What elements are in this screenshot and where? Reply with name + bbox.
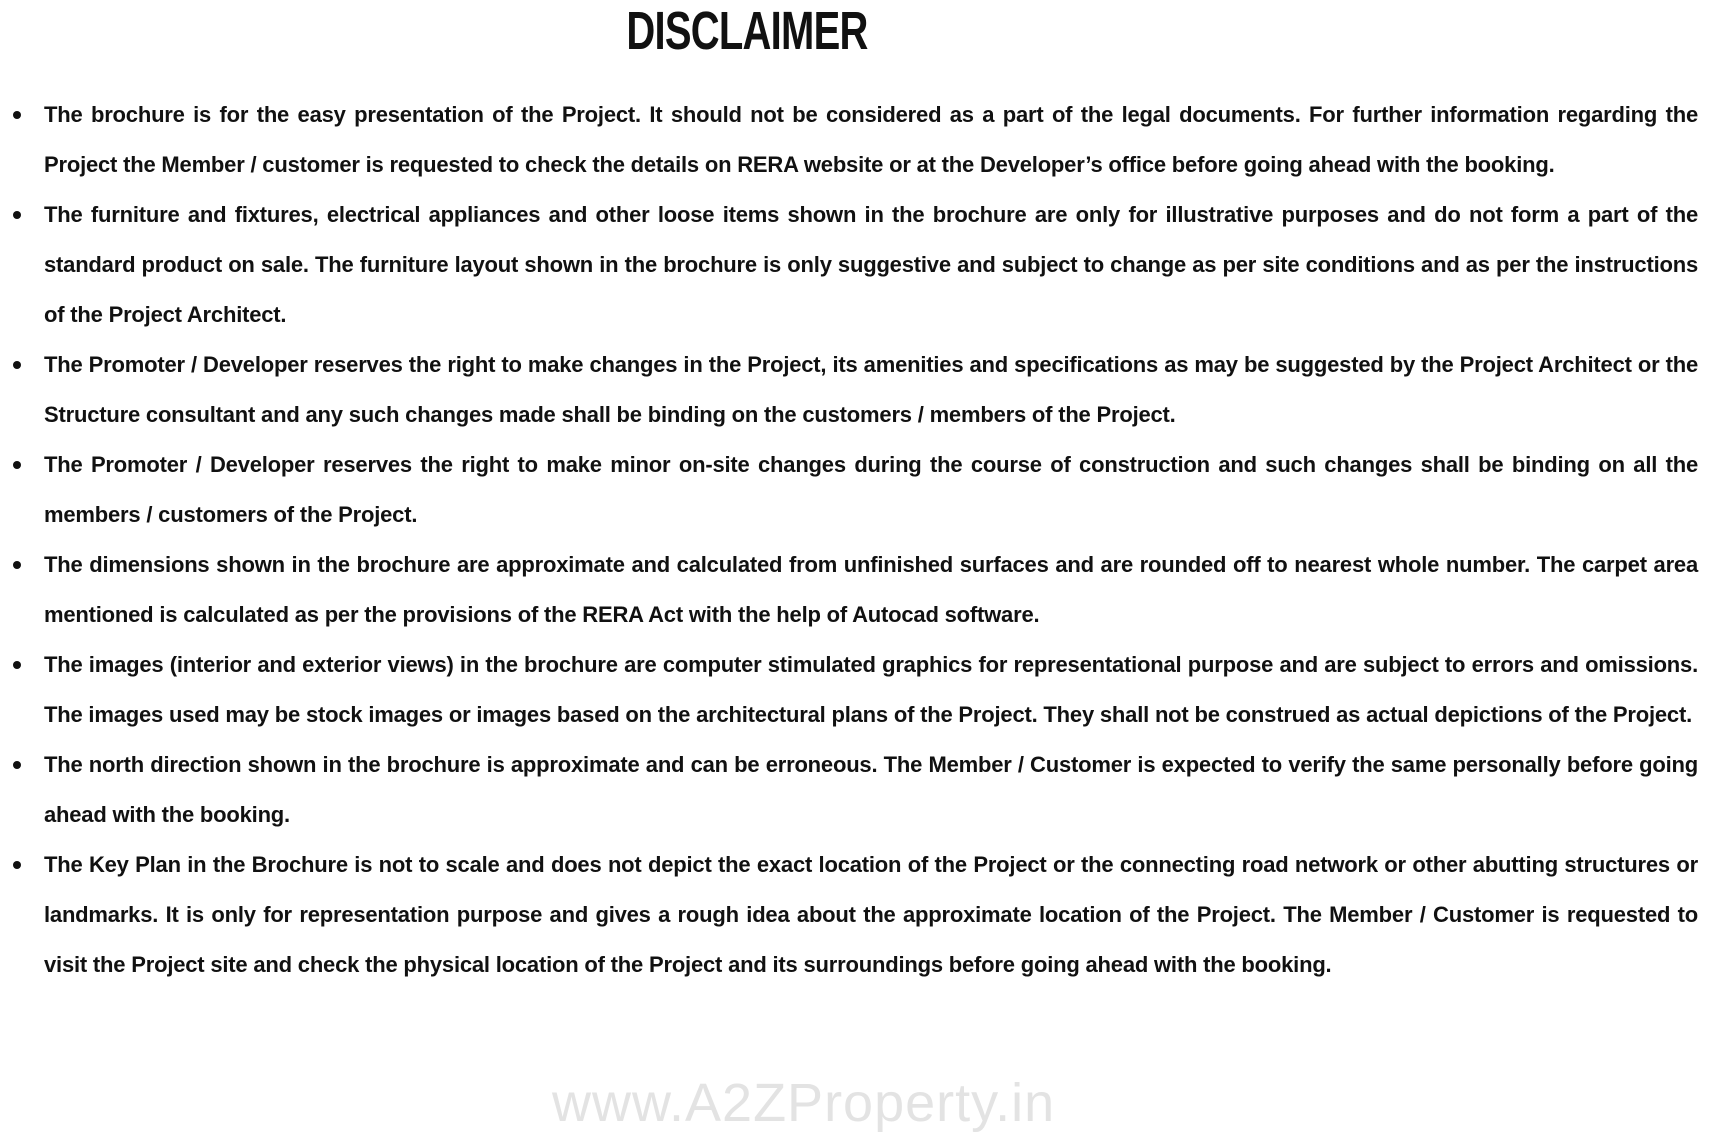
- title-container: [0, 0, 1494, 64]
- disclaimer-bullet-item: The north direction shown in the brochure is approximate and can be erroneous. The Member / Customer is expected to verify the same personally before going ahead with the booking.: [44, 740, 1698, 840]
- disclaimer-list: [0, 90, 1724, 990]
- disclaimer-bullet-item: The furniture and fixtures, electrical appliances and other loose items shown in the brochure are only for illustrative purposes and do not form a part of the standard product on sale. The furniture layout shown in the brochure is only suggestive and subject to change as per site conditions and as per the instructions of the Project Architect.: [44, 190, 1698, 340]
- disclaimer-bullet-item: The Promoter / Developer reserves the right to make changes in the Project, its amenities and specifications as may be suggested by the Project Architect or the Structure consultant and any such changes made shall be binding on the customers / members of the Project.: [44, 340, 1698, 440]
- page-title: DISCLAIMER: [626, 1, 868, 61]
- watermark-text: www.A2ZProperty.in: [552, 1073, 1056, 1133]
- disclaimer-bullet-item: The Key Plan in the Brochure is not to scale and does not depict the exact location of the Project or the connecting road network or other abutting structures or landmarks. It is only for representation purpose and gives a rough idea about the approximate location of the Project. The Member / Customer is requested to visit the Project site and check the physical location of the Project and its surroundings before going ahead with the booking.: [44, 840, 1698, 990]
- disclaimer-bullet-item: The brochure is for the easy presentation of the Project. It should not be considered as a part of the legal documents. For further information regarding the Project the Member / customer is requested to check the details on RERA website or at the Developer’s office before going ahead with the booking.: [44, 90, 1698, 190]
- disclaimer-bullet-item: The dimensions shown in the brochure are approximate and calculated from unfinished surfaces and are rounded off to nearest whole number. The carpet area mentioned is calculated as per the provisions of the RERA Act with the help of Autocad software.: [44, 540, 1698, 640]
- disclaimer-bullet-item: The images (interior and exterior views) in the brochure are computer stimulated graphics for representational purpose and are subject to errors and omissions. The images used may be stock images or images based on the architectural plans of the Project. They shall not be construed as actual depictions of the Project.: [44, 640, 1698, 740]
- disclaimer-bullet-item: The Promoter / Developer reserves the right to make minor on-site changes during the course of construction and such changes shall be binding on all the members / customers of the Project.: [44, 440, 1698, 540]
